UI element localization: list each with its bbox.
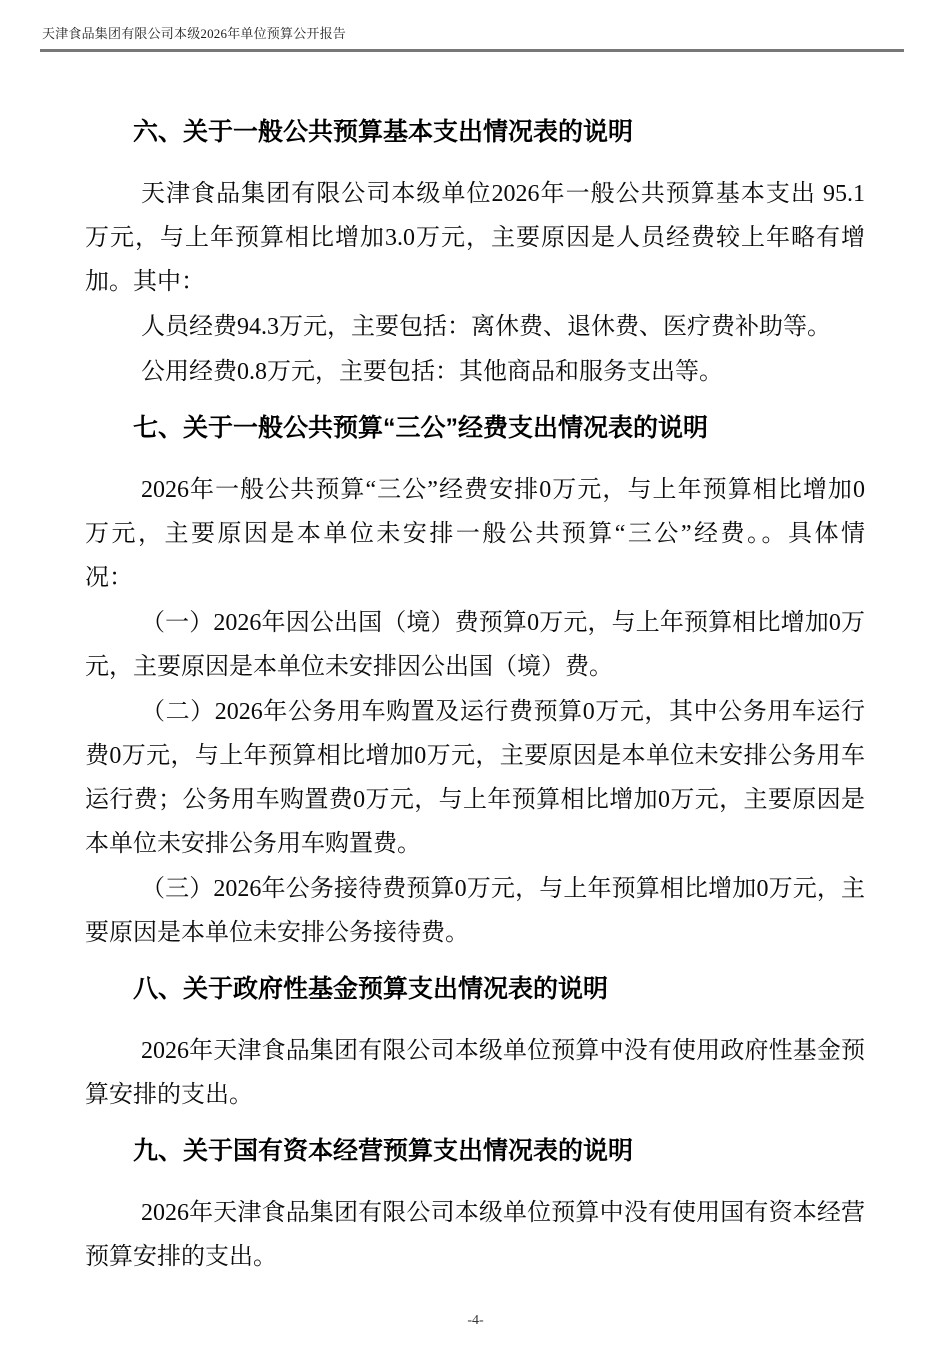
body-line: （一）2026年因公出国（境）费预算0万元，与上年预算相比增加0万: [141, 610, 865, 636]
section-heading-8: 八、关于政府性基金预算支出情况表的说明: [133, 975, 609, 1003]
paragraph: [85, 1029, 865, 1117]
body-line: 天津食品集团有限公司本级单位2026年一般公共预算基本支出 95.1: [141, 181, 865, 207]
body-line: 预算安排的支出。: [85, 1244, 277, 1270]
body-line: 运行费；公务用车购置费0万元，与上年预算相比增加0万元，主要原因是: [85, 787, 865, 813]
paragraph: [85, 690, 865, 866]
body-line: 2026年一般公共预算“三公”经费安排0万元，与上年预算相比增加0: [141, 477, 865, 503]
body-line: 本单位未安排公务用车购置费。: [85, 831, 421, 857]
running-header-title: 天津食品集团有限公司本级2026年单位预算公开报告: [42, 26, 347, 41]
body-line: 万元，与上年预算相比增加3.0万元，主要原因是人员经费较上年略有增: [85, 225, 865, 251]
document-body: [85, 98, 865, 1280]
paragraph: [85, 867, 865, 955]
body-line: 2026年天津食品集团有限公司本级单位预算中没有使用政府性基金预: [141, 1038, 865, 1064]
body-line: 费0万元，与上年预算相比增加0万元，主要原因是本单位未安排公务用车: [85, 743, 865, 769]
body-line: 算安排的支出。: [85, 1082, 253, 1108]
body-line: 加。其中：: [85, 269, 205, 295]
section-heading-9: 九、关于国有资本经营预算支出情况表的说明: [133, 1137, 634, 1165]
paragraph: [85, 468, 865, 600]
section-heading-6: 六、关于一般公共预算基本支出情况表的说明: [133, 118, 634, 146]
body-line: 要原因是本单位未安排公务接待费。: [85, 920, 469, 946]
page-number: -4-: [467, 1313, 484, 1328]
body-line: 况：: [85, 565, 133, 591]
paragraph: [85, 1191, 865, 1279]
body-line: 公用经费0.8万元，主要包括：其他商品和服务支出等。: [141, 359, 723, 385]
body-line: （三）2026年公务接待费预算0万元，与上年预算相比增加0万元，主: [141, 876, 865, 902]
body-line: 元，主要原因是本单位未安排因公出国（境）费。: [85, 654, 613, 680]
header-rule: [40, 49, 904, 52]
body-line: 人员经费94.3万元，主要包括：离休费、退休费、医疗费补助等。: [141, 314, 831, 340]
body-line: 万元，主要原因是本单位未安排一般公共预算“三公”经费。。具体情: [85, 521, 865, 547]
body-line: 2026年天津食品集团有限公司本级单位预算中没有使用国有资本经营: [141, 1200, 865, 1226]
paragraph: [85, 350, 865, 394]
paragraph: [85, 172, 865, 304]
body-line: （二）2026年公务用车购置及运行费预算0万元，其中公务用车运行: [141, 699, 865, 725]
paragraph: [85, 305, 865, 349]
paragraph: [85, 601, 865, 689]
section-heading-7: 七、关于一般公共预算“三公”经费支出情况表的说明: [133, 414, 709, 442]
